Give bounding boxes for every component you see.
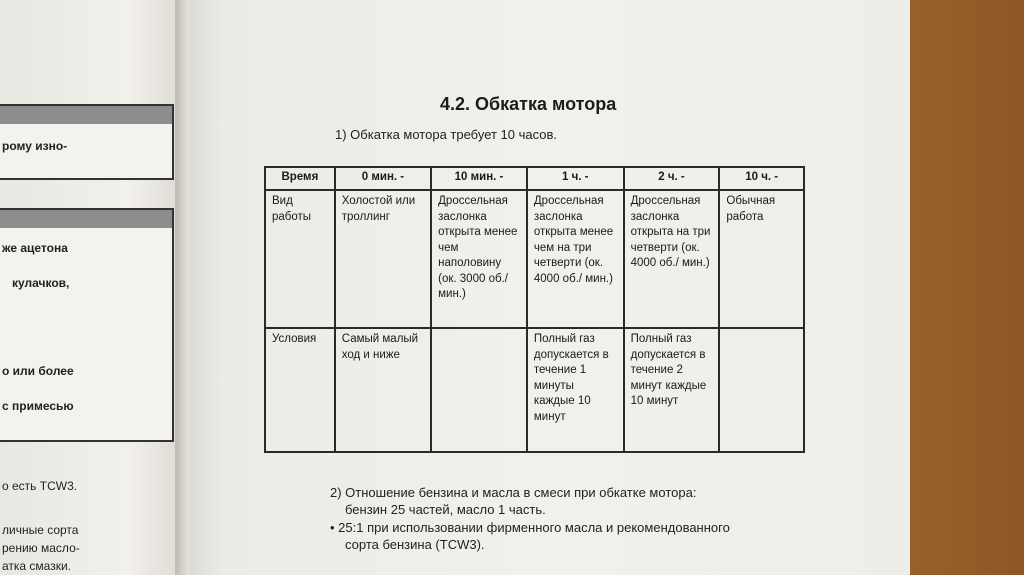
left-text-line: о или более bbox=[2, 364, 74, 378]
section-title: 4.2. Обкатка мотора bbox=[440, 94, 617, 114]
left-text-line: рению масло- bbox=[2, 541, 80, 555]
table-cell: Дроссельная заслонка открыта на три четверти (ок. 4000 об./ мин.) bbox=[624, 190, 720, 328]
run-in-table bbox=[264, 166, 805, 453]
left-text-line: личные сорта bbox=[2, 523, 79, 537]
left-text-line: кулачков, bbox=[12, 276, 70, 290]
table-header-cell: 1 ч. - bbox=[527, 167, 624, 190]
table-cell: Дроссельная заслонка открыта менее чем наполовину (ок. 3000 об./ мин.) bbox=[431, 190, 527, 328]
note-2-line-2: бензин 25 частей, масло 1 часть. bbox=[345, 502, 546, 517]
table-header-row bbox=[265, 167, 804, 190]
left-text-line: рому изно- bbox=[2, 139, 68, 153]
table-cell: Дроссельная заслонка открыта менее чем на три четверти (ок. 4000 об./ мин.) bbox=[527, 190, 624, 328]
left-text-line: же ацетона bbox=[2, 241, 68, 255]
table-cell: Холостой или троллинг bbox=[335, 190, 431, 328]
table-header-cell: 10 мин. - bbox=[431, 167, 527, 190]
left-box-header bbox=[0, 210, 172, 228]
table-cell: Обычная работа bbox=[719, 190, 804, 328]
table-header-cell: 10 ч. - bbox=[719, 167, 804, 190]
table-cell: Полный газ допускается в течение 1 минуты каждые 10 минут bbox=[527, 328, 624, 452]
table-cell: Самый малый ход и ниже bbox=[335, 328, 431, 452]
table-header-cell: Время bbox=[265, 167, 335, 190]
book-gutter bbox=[175, 0, 189, 575]
table-cell bbox=[431, 328, 527, 452]
table-cell bbox=[719, 328, 804, 452]
table-row bbox=[265, 190, 804, 328]
note-2-line-1: 2) Отношение бензина и масла в смеси при обкатке мотора: bbox=[330, 485, 697, 500]
row-label: Вид работы bbox=[265, 190, 335, 328]
table-row bbox=[265, 328, 804, 452]
row-label: Условия bbox=[265, 328, 335, 452]
left-page bbox=[0, 0, 185, 575]
bullet-line-2: сорта бензина (TCW3). bbox=[345, 537, 485, 552]
bullet-line-1: • 25:1 при использовании фирменного масла и рекомендованного bbox=[330, 520, 730, 535]
left-text-line: атка смазки. bbox=[2, 559, 72, 573]
table-header-cell: 0 мин. - bbox=[335, 167, 431, 190]
table-cell: Полный газ допускается в течение 2 минут каждые 10 минут bbox=[624, 328, 720, 452]
left-box-header bbox=[0, 106, 172, 124]
table-header-cell: 2 ч. - bbox=[624, 167, 720, 190]
left-text-line: с примесью bbox=[2, 399, 74, 413]
left-text-line: о есть TCW3. bbox=[2, 479, 78, 493]
intro-text: 1) Обкатка мотора требует 10 часов. bbox=[335, 127, 558, 142]
